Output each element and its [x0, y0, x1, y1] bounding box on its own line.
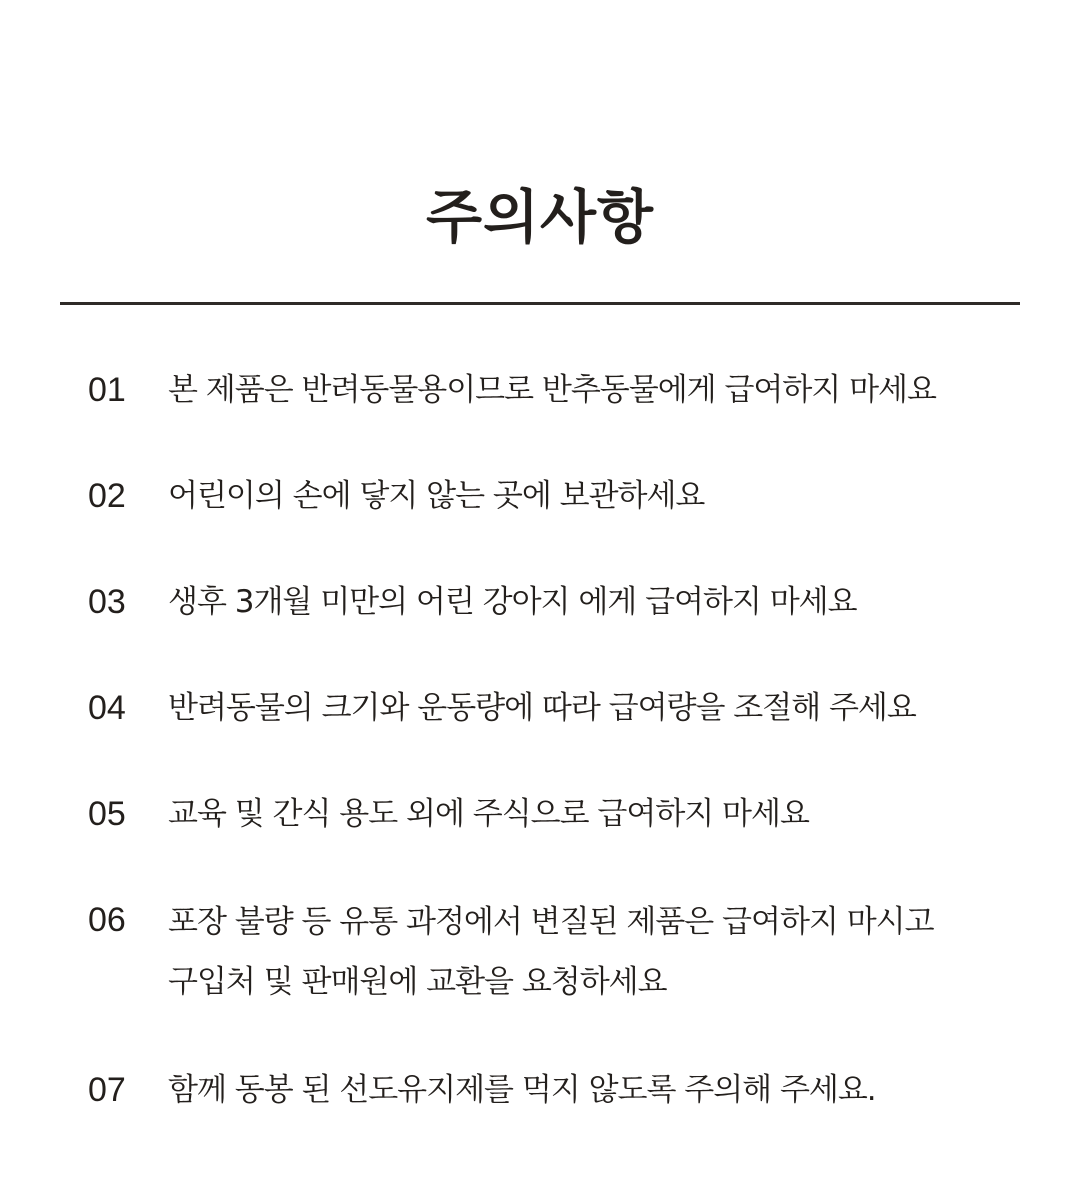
caution-item-02 — [88, 468, 1038, 524]
caution-number: 07 — [88, 1071, 126, 1109]
caution-number: 04 — [88, 689, 126, 727]
caution-item-05 — [88, 786, 1038, 842]
caution-text: 어린이의 손에 닿지 않는 곳에 보관하세요 — [168, 478, 705, 514]
caution-item-01 — [88, 362, 1038, 418]
caution-list — [88, 362, 1038, 1168]
caution-text: 교육 및 간식 용도 외에 주식으로 급여하지 마세요 — [168, 796, 809, 832]
caution-item-04 — [88, 680, 1038, 736]
caution-text: 생후 3개월 미만의 어린 강아지 에게 급여하지 마세요 — [168, 584, 857, 620]
caution-text: 반려동물의 크기와 운동량에 따라 급여량을 조절해 주세요 — [168, 690, 916, 726]
page-title: 주의사항 — [425, 182, 655, 251]
caution-number: 03 — [88, 583, 126, 621]
caution-text: 포장 불량 등 유통 과정에서 변질된 제품은 급여하지 마시고 구입처 및 판매원에 교환을 요청하세요 — [168, 904, 934, 1000]
caution-item-07 — [88, 1062, 1038, 1118]
caution-text: 본 제품은 반려동물용이므로 반추동물에게 급여하지 마세요 — [168, 372, 936, 408]
caution-number: 05 — [88, 795, 126, 833]
caution-number: 02 — [88, 477, 126, 515]
title-divider — [60, 302, 1020, 305]
caution-text: 함께 동봉 된 선도유지제를 먹지 않도록 주의해 주세요. — [168, 1072, 876, 1108]
caution-item-06 — [88, 892, 1038, 1012]
caution-item-03 — [88, 574, 1038, 630]
caution-number: 06 — [88, 901, 126, 939]
caution-number: 01 — [88, 371, 126, 409]
